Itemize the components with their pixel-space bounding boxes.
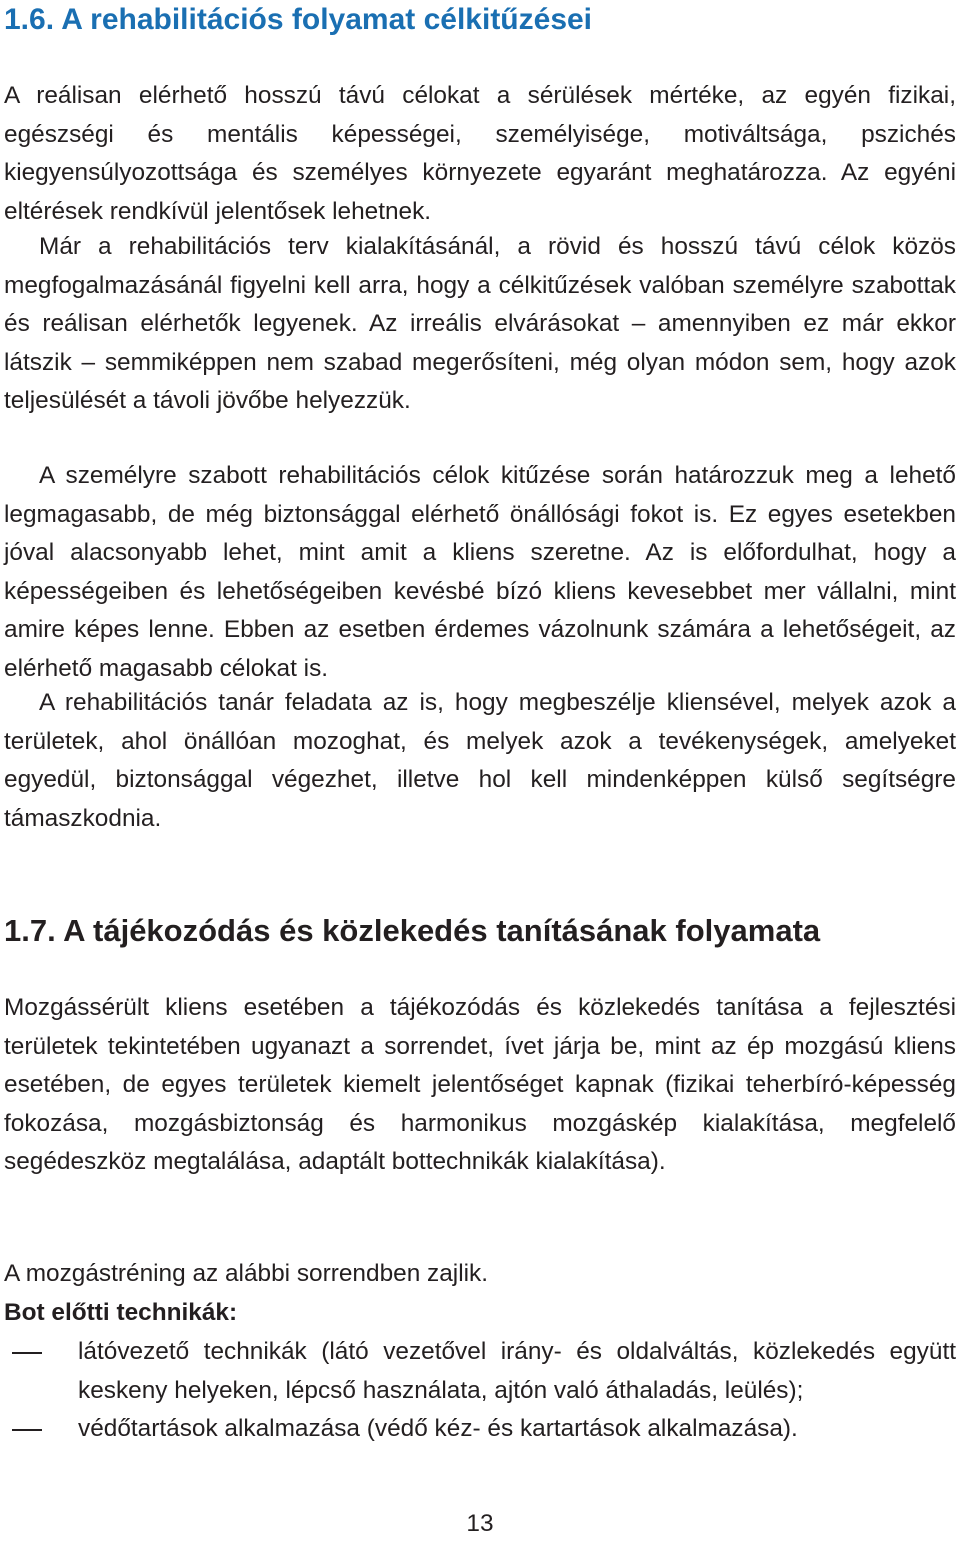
list-item [4,1333,956,1410]
paragraph-goals-planning: Már a rehabilitációs terv kialakításánál, a rövid és hosszú távú célok közös megfogalmazásánál figyelni kell arra, hogy a célkitűzések valóban személyre szabottak és reálisan elérhetők legyenek. Az irreális elvárásokat – amennyiben ez már ekkor látszik – semmiképpen nem szabad megerősíteni, még olyan módon sem, hogy azok teljesülését a távoli jövőbe helyezzük. [4,233,956,415]
paragraph-orientation-intro: Mozgássérült kliens esetében a tájékozódás és közlekedés tanítása a fejlesztési területek tekintetében ugyanazt a sorrendet, ívet járja be, mint az ép mozgású kliens esetében, de egyes területek kiemelt jelentőséget kapnak (fizikai teherbíró-képesség fokozása, mozgásbiztonság és harmonikus mozgáskép kialakítása, megfelelő segédeszköz megtalálása, adaptált bottechnikák kialakítása). [4,994,956,1176]
section-heading-1-7: 1.7. A tájékozódás és közlekedés tanításának folyamata [4,913,821,948]
dash-bullet-icon [12,1352,42,1354]
paragraph-training-order: A mozgástréning az alábbi sorrendben zajlik. [4,1260,489,1287]
list-item-text: látóvezető technikák (látó vezetővel irány- és oldalváltás, közlekedés együtt keskeny helyeken, lépcső használata, ajtón való áthaladás, leülés); [78,1338,956,1404]
list-item [4,1410,956,1449]
dash-bullet-icon [12,1429,42,1431]
paragraph-teacher-task: A rehabilitációs tanár feladata az is, hogy megbeszélje kliensével, melyek azok a területek, ahol önállóan mozoghat, és melyek azok a tevékenységek, amelyeket egyedül, biztonsággal végezhet, illetve hol kell mindenképpen külső segítségre támaszkodnia. [4,689,956,832]
subheading-pre-cane-techniques: Bot előtti technikák: [4,1299,238,1326]
section-heading-1-6: 1.6. A rehabilitációs folyamat célkitűzései [4,3,593,36]
paragraph-goals-independence: A személyre szabott rehabilitációs célok kitűzése során határozzuk meg a lehető legmagasabb, de még biztonsággal elérhető önállósági fokot is. Ez egyes esetekben jóval alacsonyabb lehet, mint amit a kliens szeretne. Az is előfordulhat, hogy a képességeiben és lehetőségeiben kevésbé bízó kliens kevesebbet mer vállalni, mint amire képes lenne. Ebben az esetben érdemes vázolnunk számára a lehetőségeit, az elérhető magasabb célokat is. [4,462,956,682]
page-number: 13 [466,1510,494,1537]
paragraph-goals-intro: A reálisan elérhető hosszú távú célokat a sérülések mértéke, az egyén fizikai, egészségi és mentális képességei, személyisége, motiváltsága, pszichés kiegyensúlyozottsága és személyes környezete egyaránt meghatározza. Az egyéni eltérések rendkívül jelentősek lehetnek. [4,82,956,225]
pre-cane-technique-list [4,1333,956,1449]
list-item-text: védőtartások alkalmazása (védő kéz- és kartartások alkalmazása). [78,1415,798,1443]
